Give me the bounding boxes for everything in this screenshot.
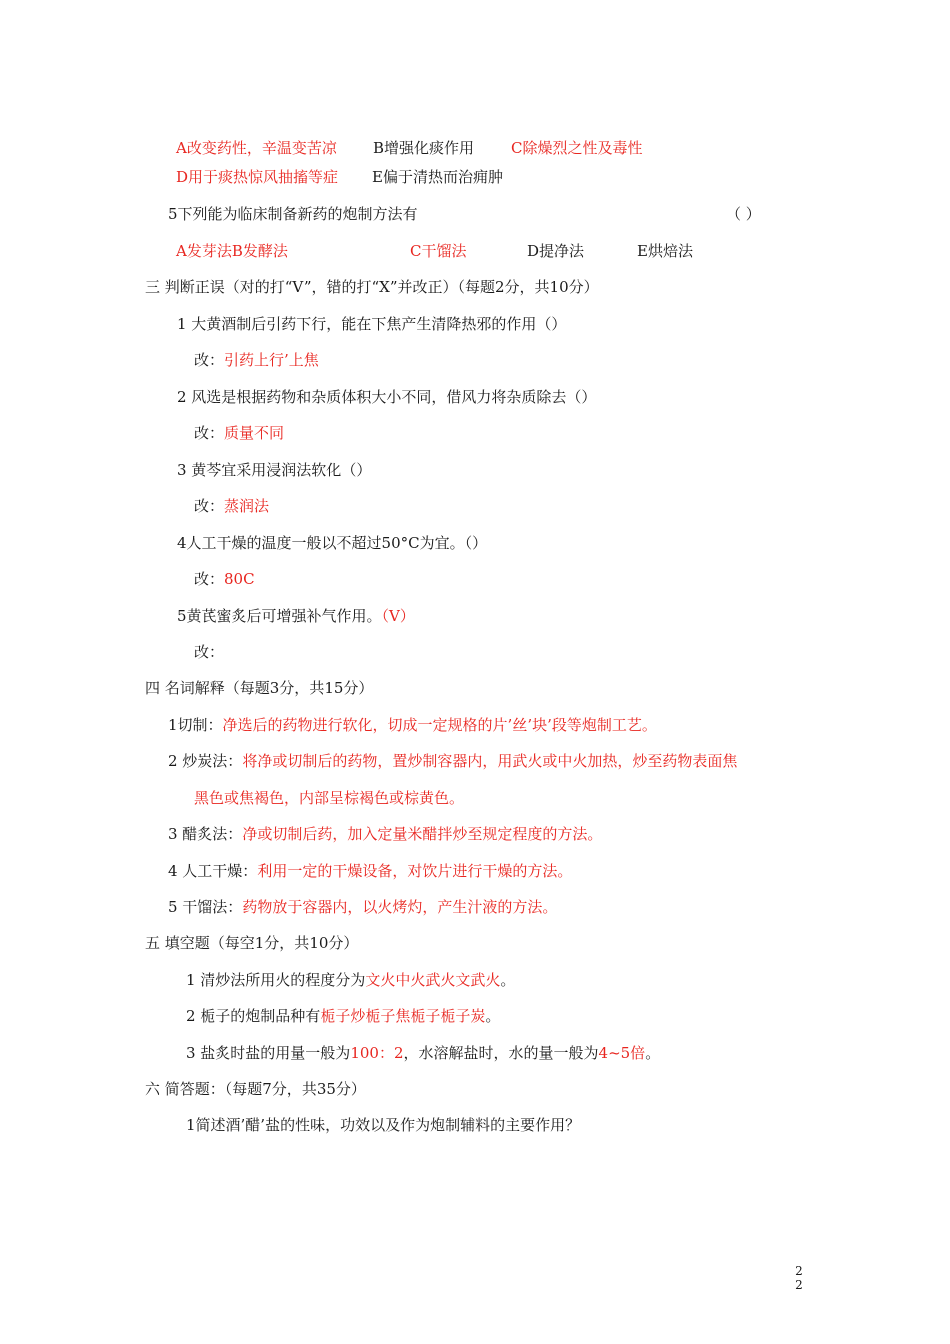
s4-item-5 bbox=[168, 896, 557, 918]
term: 3 醋炙法： bbox=[168, 825, 243, 843]
term: 2 炒炭法： bbox=[168, 752, 243, 770]
fill-prompt: 1 清炒法所用火的程度分为 bbox=[186, 971, 366, 989]
correction-answer: 80C bbox=[224, 570, 255, 588]
s5-item-2 bbox=[186, 1005, 500, 1027]
section6-heading: 六 简答题：（每题7分，共35分） bbox=[145, 1080, 366, 1098]
s3-q1-correction bbox=[194, 349, 319, 371]
section3-heading: 三 判断正误（对的打“V”，错的打“X”并改正）（每题2分，共10分） bbox=[145, 278, 599, 296]
page-number-bottom: 2 bbox=[795, 1278, 803, 1292]
q5-option-e: E烘焙法 bbox=[637, 242, 693, 260]
q5-question: 5下列能为临床制备新药的炮制方法有 bbox=[168, 205, 418, 223]
s4-item-4 bbox=[168, 860, 572, 882]
fill-prompt: 3 盐炙时盐的用量一般为 bbox=[186, 1044, 351, 1062]
fill-prompt: 2 栀子的炮制品种有 bbox=[186, 1007, 321, 1025]
q4-option-e: E偏于清热而治痈肿 bbox=[372, 168, 503, 186]
term: 1切制： bbox=[168, 716, 223, 734]
s3-q4-correction bbox=[194, 568, 255, 590]
fill-answer: 栀子炒栀子焦栀子栀子炭 bbox=[320, 1007, 486, 1025]
correction-answer: 质量不同 bbox=[224, 424, 285, 442]
s4-item-1 bbox=[168, 714, 657, 736]
term: 5 干馏法： bbox=[168, 898, 243, 916]
definition: 将净或切制后的药物，置炒制容器内，用武火或中火加热，炒至药物表面焦 bbox=[242, 752, 738, 770]
definition: 利用一定的干燥设备，对饮片进行干燥的方法。 bbox=[257, 862, 573, 880]
s5-item-3 bbox=[186, 1042, 660, 1064]
s6-q1: 1简述酒’醋’盐的性味，功效以及作为炮制辅料的主要作用？ bbox=[186, 1116, 581, 1134]
q4-option-d: D用于痰热惊风抽搐等症 bbox=[176, 168, 339, 186]
q5-option-c: C干馏法 bbox=[410, 242, 467, 260]
definition: 净选后的药物进行软化，切成一定规格的片’丝’块’段等炮制工艺。 bbox=[222, 716, 657, 734]
s4-item-3 bbox=[168, 823, 602, 845]
correction-label: 改： bbox=[194, 497, 225, 515]
q5-answer-paren: （ ） bbox=[726, 205, 761, 223]
page-number-top: 2 bbox=[795, 1264, 803, 1278]
s3-q4: 4人工干燥的温度一般以不超过50°C为宜。（） bbox=[177, 534, 488, 552]
s5-item-1 bbox=[186, 969, 515, 991]
correction-label: 改： bbox=[194, 351, 225, 369]
fill-end: 。 bbox=[645, 1044, 661, 1062]
correction-answer: 蒸润法 bbox=[224, 497, 270, 515]
s3-q2-correction bbox=[194, 422, 284, 444]
s3-q5-text: 5黄芪蜜炙后可增强补气作用。 bbox=[177, 607, 382, 625]
s3-q3: 3 黄芩宜采用浸润法软化（） bbox=[177, 461, 372, 479]
fill-answer: 100：2 bbox=[350, 1044, 404, 1062]
s3-q2: 2 风选是根据药物和杂质体积大小不同，借风力将杂质除去（） bbox=[177, 388, 597, 406]
s3-q3-correction bbox=[194, 495, 269, 517]
fill-end: 。 bbox=[485, 1007, 501, 1025]
fill-answer: 文火中火武火文武火 bbox=[365, 971, 501, 989]
correction-answer: 引药上行’上焦 bbox=[224, 351, 319, 369]
definition: 药物放于容器内，以火烤灼，产生汁液的方法。 bbox=[242, 898, 558, 916]
definition: 净或切制后药，加入定量米醋拌炒至规定程度的方法。 bbox=[242, 825, 603, 843]
term: 4 人工干燥： bbox=[168, 862, 258, 880]
s3-q5 bbox=[177, 605, 415, 627]
s4-item-2 bbox=[168, 750, 737, 772]
q5-option-d: D提净法 bbox=[527, 242, 585, 260]
section5-heading: 五 填空题（每空1分，共10分） bbox=[145, 934, 359, 952]
correction-label: 改： bbox=[194, 424, 225, 442]
s4-item-2-continued: 黑色或焦褐色，内部呈棕褐色或棕黄色。 bbox=[194, 789, 465, 807]
fill-end: 。 bbox=[500, 971, 516, 989]
fill-prompt: ，水溶解盐时，水的量一般为 bbox=[403, 1044, 599, 1062]
s3-q5-correction bbox=[194, 641, 224, 663]
section4-heading: 四 名词解释（每题3分，共15分） bbox=[145, 679, 374, 697]
q4-option-c: C除燥烈之性及毒性 bbox=[511, 139, 643, 157]
q5-option-ab: A发芽法B发酵法 bbox=[176, 242, 288, 260]
q4-option-b: B增强化痰作用 bbox=[373, 139, 475, 157]
s3-q5-answer: （V） bbox=[381, 607, 415, 625]
correction-label: 改： bbox=[194, 643, 225, 661]
fill-answer: 4~5倍 bbox=[598, 1044, 646, 1062]
s3-q1: 1 大黄酒制后引药下行，能在下焦产生清降热邪的作用（） bbox=[177, 315, 567, 333]
correction-label: 改： bbox=[194, 570, 225, 588]
q4-option-a: A改变药性，辛温变苦凉 bbox=[176, 139, 337, 157]
